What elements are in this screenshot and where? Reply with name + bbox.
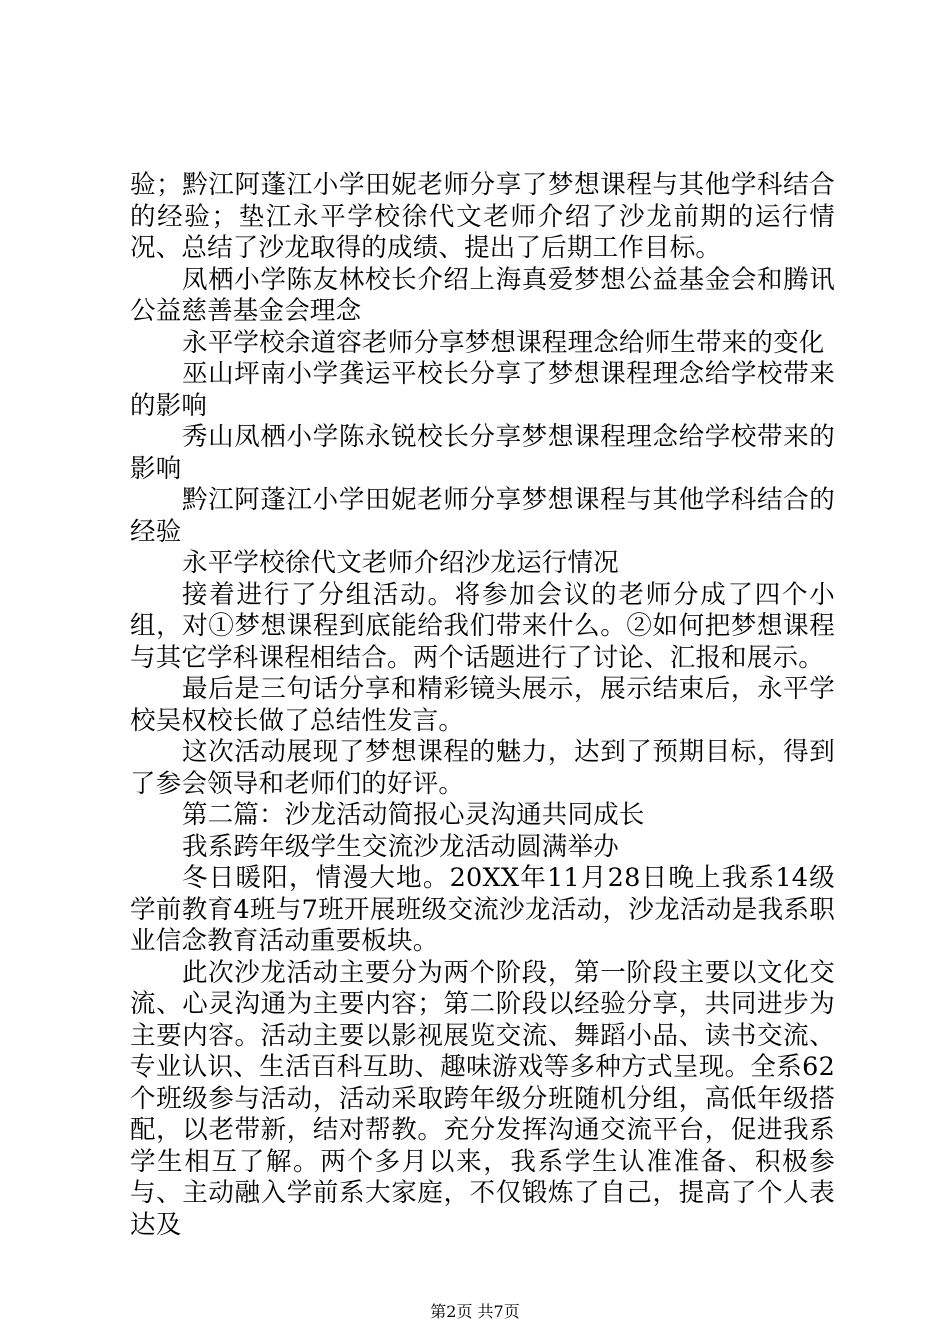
paragraph: 这次活动展现了梦想课程的魅力，达到了预期目标，得到了参会领导和老师们的好评。 (130, 737, 835, 799)
paragraph: 最后是三句话分享和精彩镜头展示，展示结束后，永平学校吴权校长做了总结性发言。 (130, 674, 835, 736)
paragraph: 凤栖小学陈友林校长介绍上海真爱梦想公益基金会和腾讯公益慈善基金会理念 (130, 264, 835, 326)
paragraph: 此次沙龙活动主要分为两个阶段，第一阶段主要以文化交流、心灵沟通为主要内容；第二阶段以经验分享，共同进步为主要内容。活动主要以影视展览交流、舞蹈小品、读书交流、专业认识、生活百科互助、趣味游戏等多种方式呈现。全系62个班级参与活动，活动采取跨年级分班随机分组，高低年级搭配，以老带新，结对帮教。充分发挥沟通交流平台，促进我系学生相互了解。两个多月以来，我系学生认准准备、积极参与、主动融入学前系大家庭，不仅锻炼了自己，提高了个人表达及 (130, 957, 835, 1240)
paragraph: 秀山凤栖小学陈永锐校长分享梦想课程理念给学校带来的影响 (130, 422, 835, 484)
paragraph: 永平学校余道容老师分享梦想课程理念给师生带来的变化 (182, 327, 825, 358)
document-body (130, 170, 835, 1241)
paragraph: 验；黔江阿蓬江小学田妮老师分享了梦想课程与其他学科结合的经验；垫江永平学校徐代文老师介绍了沙龙前期的运行情况、总结了沙龙取得的成绩、提出了后期工作目标。 (130, 170, 835, 263)
paragraph: 巫山坪南小学龚运平校长分享了梦想课程理念给学校带来的影响 (130, 359, 835, 421)
article-title: 我系跨年级学生交流沙龙活动圆满举办 (182, 831, 619, 862)
paragraph: 黔江阿蓬江小学田妮老师分享梦想课程与其他学科结合的经验 (130, 485, 835, 547)
paragraph: 冬日暖阳，情漫大地。20XX年11月28日晚上我系14级学前教育4班与7班开展班级交流沙龙活动，沙龙活动是我系职业信念教育活动重要板块。 (130, 863, 835, 956)
paragraph: 接着进行了分组活动。将参加会议的老师分成了四个小组，对①梦想课程到底能给我们带来什么。②如何把梦想课程与其它学科课程相结合。两个话题进行了讨论、汇报和展示。 (130, 579, 835, 673)
paragraph: 永平学校徐代文老师介绍沙龙运行情况 (182, 548, 619, 578)
page-number-footer: 第2页 共7页 (430, 1302, 520, 1321)
section-heading: 第二篇：沙龙活动简报心灵沟通共同成长 (182, 800, 645, 830)
